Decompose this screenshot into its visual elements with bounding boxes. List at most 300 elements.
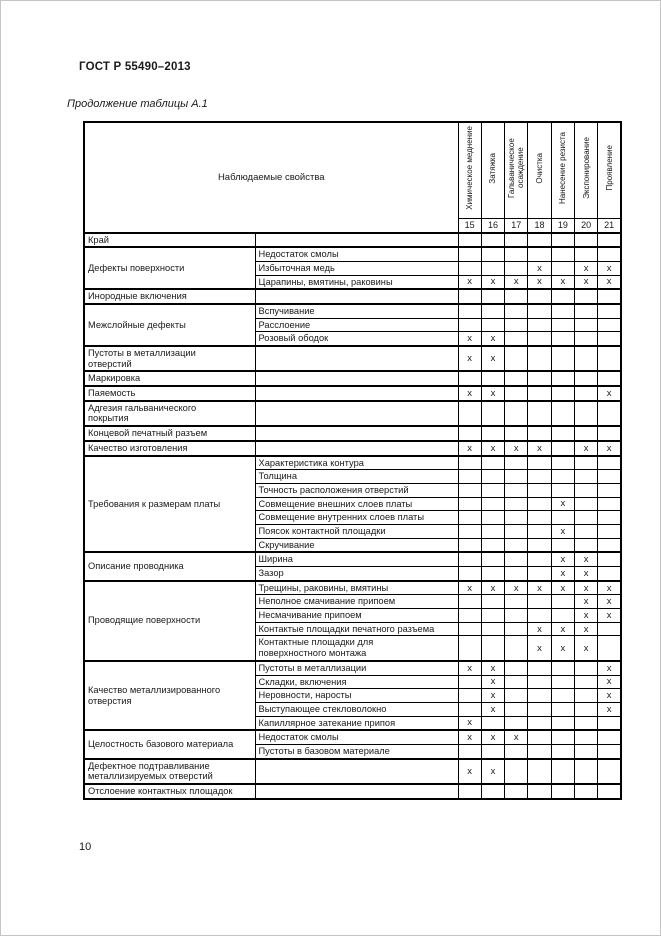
column-number-17: 17: [505, 219, 528, 233]
mark-cell-col15: [458, 497, 481, 511]
mark-cell-col20: x: [574, 441, 597, 456]
table-row: [84, 247, 621, 261]
mark-cell-col18: [528, 426, 551, 441]
mark-cell-col17: [505, 567, 528, 581]
property-sub-cell: Ширина: [255, 552, 458, 566]
mark-cell-col15: [458, 636, 481, 661]
column-header-label: Химическое меднение: [465, 126, 475, 210]
property-sub-cell: Пустоты в металлизации: [255, 661, 458, 675]
mark-cell-col19: x: [551, 581, 574, 595]
table-row: [84, 441, 621, 456]
mark-cell-col15: [458, 470, 481, 484]
column-number-21: 21: [598, 219, 621, 233]
mark-cell-col20: [574, 371, 597, 386]
mark-cell-col19: [551, 538, 574, 552]
mark-cell-col16: [481, 511, 504, 525]
mark-cell-col21: [598, 784, 621, 799]
mark-cell-col17: [505, 524, 528, 538]
mark-cell-col19: [551, 483, 574, 497]
mark-cell-col18: x: [528, 261, 551, 275]
mark-cell-col20: x: [574, 581, 597, 595]
mark-cell-col17: x: [505, 730, 528, 744]
mark-cell-col17: [505, 386, 528, 401]
mark-cell-col17: [505, 483, 528, 497]
mark-cell-col17: [505, 744, 528, 758]
column-header-label: Нанесение резиста: [558, 132, 568, 204]
mark-cell-col15: [458, 247, 481, 261]
mark-cell-col17: [505, 511, 528, 525]
mark-cell-col21: [598, 497, 621, 511]
mark-cell-col17: [505, 675, 528, 689]
mark-cell-col15: [458, 702, 481, 716]
table-row: [84, 346, 621, 371]
property-sub-cell: Характеристика контура: [255, 456, 458, 470]
mark-cell-col20: [574, 346, 597, 371]
mark-cell-col16: [481, 233, 504, 248]
mark-cell-col17: [505, 332, 528, 346]
mark-cell-col21: [598, 318, 621, 332]
mark-cell-col20: [574, 247, 597, 261]
property-sub-cell: Капиллярное затекание припоя: [255, 716, 458, 730]
property-group-cell: Целостность базового материала: [84, 730, 255, 758]
mark-cell-col21: [598, 304, 621, 318]
mark-cell-col21: [598, 426, 621, 441]
mark-cell-col19: x: [551, 524, 574, 538]
mark-cell-col20: [574, 730, 597, 744]
column-header-21: [598, 122, 621, 219]
mark-cell-col21: x: [598, 595, 621, 609]
mark-cell-col16: x: [481, 689, 504, 703]
mark-cell-col18: [528, 332, 551, 346]
mark-cell-col19: [551, 233, 574, 248]
mark-cell-col16: [481, 289, 504, 304]
column-header-label: Очистка: [534, 152, 544, 184]
mark-cell-col19: x: [551, 636, 574, 661]
column-header-19: [551, 122, 574, 219]
mark-cell-col18: [528, 675, 551, 689]
property-sub-cell: [255, 401, 458, 426]
mark-cell-col19: [551, 689, 574, 703]
mark-cell-col18: [528, 567, 551, 581]
table-row: [84, 552, 621, 566]
mark-cell-col19: [551, 289, 574, 304]
mark-cell-col19: [551, 702, 574, 716]
mark-cell-col18: [528, 524, 551, 538]
mark-cell-col19: [551, 426, 574, 441]
mark-cell-col20: [574, 784, 597, 799]
property-sub-cell: Совмещение внешних слоев платы: [255, 497, 458, 511]
mark-cell-col19: x: [551, 552, 574, 566]
property-sub-cell: Недостаток смолы: [255, 247, 458, 261]
mark-cell-col20: x: [574, 622, 597, 636]
property-group-cell: Проводящие поверхности: [84, 581, 255, 661]
property-sub-cell: Складки, включения: [255, 675, 458, 689]
property-group-cell: Требования к размерам платы: [84, 456, 255, 553]
mark-cell-col20: [574, 511, 597, 525]
mark-cell-col16: [481, 538, 504, 552]
property-sub-cell: Трещины, раковины, вмятины: [255, 581, 458, 595]
mark-cell-col16: x: [481, 332, 504, 346]
mark-cell-col21: x: [598, 702, 621, 716]
property-group-cell: Край: [84, 233, 255, 248]
mark-cell-col20: x: [574, 595, 597, 609]
mark-cell-col21: x: [598, 261, 621, 275]
mark-cell-col17: [505, 661, 528, 675]
mark-cell-col20: [574, 661, 597, 675]
mark-cell-col18: [528, 511, 551, 525]
mark-cell-col21: x: [598, 275, 621, 289]
mark-cell-col19: [551, 511, 574, 525]
mark-cell-col15: [458, 784, 481, 799]
mark-cell-col16: x: [481, 581, 504, 595]
mark-cell-col20: [574, 233, 597, 248]
mark-cell-col15: [458, 483, 481, 497]
property-sub-cell: Совмещение внутренних слоев платы: [255, 511, 458, 525]
mark-cell-col20: [574, 332, 597, 346]
mark-cell-col18: x: [528, 581, 551, 595]
mark-cell-col16: x: [481, 346, 504, 371]
mark-cell-col15: x: [458, 581, 481, 595]
mark-cell-col16: [481, 744, 504, 758]
mark-cell-col21: [598, 538, 621, 552]
mark-cell-col15: [458, 744, 481, 758]
mark-cell-col18: [528, 744, 551, 758]
property-group-cell: Отслоение контактных площадок: [84, 784, 255, 799]
mark-cell-col18: [528, 552, 551, 566]
property-sub-cell: [255, 371, 458, 386]
mark-cell-col21: [598, 716, 621, 730]
column-number-20: 20: [574, 219, 597, 233]
mark-cell-col18: [528, 759, 551, 784]
mark-cell-col19: [551, 470, 574, 484]
mark-cell-col18: [528, 730, 551, 744]
properties-table: [83, 121, 622, 800]
mark-cell-col16: x: [481, 759, 504, 784]
table-row: [84, 304, 621, 318]
mark-cell-col17: [505, 371, 528, 386]
table-row: [84, 730, 621, 744]
mark-cell-col19: [551, 675, 574, 689]
mark-cell-col20: [574, 689, 597, 703]
mark-cell-col15: x: [458, 759, 481, 784]
column-number-19: 19: [551, 219, 574, 233]
table-caption: Продолжение таблицы А.1: [67, 98, 208, 110]
mark-cell-col16: [481, 401, 504, 426]
property-sub-cell: Царапины, вмятины, раковины: [255, 275, 458, 289]
mark-cell-col20: [574, 716, 597, 730]
mark-cell-col19: [551, 716, 574, 730]
mark-cell-col19: [551, 386, 574, 401]
property-sub-cell: Контактые площадки печатного разъема: [255, 622, 458, 636]
property-group-cell: Пустоты в металлизации отверстий: [84, 346, 255, 371]
mark-cell-col15: [458, 426, 481, 441]
property-sub-cell: Контактные площадки для поверхностного монтажа: [255, 636, 458, 661]
mark-cell-col16: [481, 426, 504, 441]
column-header-label: Гальваническое осаждение: [507, 138, 526, 198]
property-sub-cell: Вспучивание: [255, 304, 458, 318]
mark-cell-col16: x: [481, 730, 504, 744]
mark-cell-col20: [574, 483, 597, 497]
mark-cell-col18: [528, 497, 551, 511]
mark-cell-col21: x: [598, 675, 621, 689]
mark-cell-col20: [574, 426, 597, 441]
mark-cell-col17: x: [505, 581, 528, 595]
table-row: [84, 661, 621, 675]
mark-cell-col19: x: [551, 567, 574, 581]
mark-cell-col21: x: [598, 386, 621, 401]
mark-cell-col18: [528, 483, 551, 497]
mark-cell-col17: x: [505, 441, 528, 456]
property-group-cell: Межслойные дефекты: [84, 304, 255, 346]
mark-cell-col16: x: [481, 441, 504, 456]
mark-cell-col20: [574, 675, 597, 689]
mark-cell-col20: [574, 759, 597, 784]
mark-cell-col19: [551, 784, 574, 799]
column-header-15: [458, 122, 481, 219]
mark-cell-col15: [458, 675, 481, 689]
property-group-cell: Паяемость: [84, 386, 255, 401]
mark-cell-col20: x: [574, 261, 597, 275]
property-sub-cell: Поясок контактной площадки: [255, 524, 458, 538]
column-header-17: [505, 122, 528, 219]
column-number-16: 16: [481, 219, 504, 233]
mark-cell-col15: [458, 609, 481, 623]
mark-cell-col15: [458, 233, 481, 248]
property-group-cell: Описание проводника: [84, 552, 255, 580]
table-header: [84, 122, 621, 233]
mark-cell-col20: [574, 470, 597, 484]
mark-cell-col15: [458, 456, 481, 470]
mark-cell-col18: [528, 661, 551, 675]
mark-cell-col15: x: [458, 716, 481, 730]
mark-cell-col16: x: [481, 386, 504, 401]
mark-cell-col15: [458, 511, 481, 525]
mark-cell-col16: [481, 261, 504, 275]
mark-cell-col17: [505, 247, 528, 261]
mark-cell-col15: x: [458, 730, 481, 744]
mark-cell-col18: [528, 304, 551, 318]
column-header-label: Затяжка: [488, 152, 498, 184]
mark-cell-col15: x: [458, 386, 481, 401]
property-sub-cell: Розовый ободок: [255, 332, 458, 346]
property-sub-cell: Толщина: [255, 470, 458, 484]
mark-cell-col18: x: [528, 275, 551, 289]
property-sub-cell: Пустоты в базовом материале: [255, 744, 458, 758]
mark-cell-col17: [505, 622, 528, 636]
property-sub-cell: Несмачивание припоем: [255, 609, 458, 623]
mark-cell-col16: [481, 524, 504, 538]
mark-cell-col20: [574, 304, 597, 318]
page-number: 10: [79, 841, 92, 853]
mark-cell-col19: [551, 261, 574, 275]
mark-cell-col20: [574, 744, 597, 758]
property-sub-cell: Недостаток смолы: [255, 730, 458, 744]
mark-cell-col16: [481, 456, 504, 470]
mark-cell-col18: [528, 289, 551, 304]
mark-cell-col21: [598, 552, 621, 566]
mark-cell-col17: [505, 470, 528, 484]
mark-cell-col21: x: [598, 661, 621, 675]
property-sub-cell: Неровности, наросты: [255, 689, 458, 703]
mark-cell-col21: [598, 744, 621, 758]
mark-cell-col17: [505, 636, 528, 661]
mark-cell-col15: [458, 318, 481, 332]
mark-cell-col18: [528, 386, 551, 401]
mark-cell-col19: [551, 730, 574, 744]
mark-cell-col17: x: [505, 275, 528, 289]
mark-cell-col17: [505, 702, 528, 716]
mark-cell-col20: x: [574, 567, 597, 581]
mark-cell-col21: [598, 289, 621, 304]
mark-cell-col19: [551, 371, 574, 386]
column-number-15: 15: [458, 219, 481, 233]
mark-cell-col20: [574, 538, 597, 552]
mark-cell-col17: [505, 261, 528, 275]
mark-cell-col17: [505, 552, 528, 566]
mark-cell-col20: [574, 524, 597, 538]
property-sub-cell: [255, 346, 458, 371]
mark-cell-col19: x: [551, 275, 574, 289]
mark-cell-col17: [505, 689, 528, 703]
mark-cell-col16: [481, 622, 504, 636]
mark-cell-col16: [481, 470, 504, 484]
column-header-18: [528, 122, 551, 219]
mark-cell-col17: [505, 289, 528, 304]
mark-cell-col15: [458, 622, 481, 636]
property-sub-cell: [255, 233, 458, 248]
mark-cell-col16: x: [481, 661, 504, 675]
mark-cell-col21: [598, 567, 621, 581]
property-sub-cell: [255, 784, 458, 799]
mark-cell-col17: [505, 401, 528, 426]
table-row: [84, 426, 621, 441]
property-group-cell: Дефекты поверхности: [84, 247, 255, 289]
mark-cell-col21: [598, 483, 621, 497]
mark-cell-col19: [551, 595, 574, 609]
mark-cell-col16: [481, 483, 504, 497]
mark-cell-col21: [598, 511, 621, 525]
table-row: [84, 386, 621, 401]
mark-cell-col17: [505, 595, 528, 609]
mark-cell-col21: [598, 247, 621, 261]
mark-cell-col19: [551, 247, 574, 261]
mark-cell-col21: [598, 622, 621, 636]
mark-cell-col20: x: [574, 275, 597, 289]
mark-cell-col19: [551, 332, 574, 346]
mark-cell-col16: [481, 371, 504, 386]
column-header-label: Проявление: [604, 145, 614, 191]
table-row: [84, 784, 621, 799]
mark-cell-col15: x: [458, 275, 481, 289]
table-row: [84, 401, 621, 426]
mark-cell-col15: x: [458, 441, 481, 456]
mark-cell-col16: [481, 636, 504, 661]
mark-cell-col20: [574, 702, 597, 716]
mark-cell-col18: [528, 716, 551, 730]
mark-cell-col15: [458, 261, 481, 275]
mark-cell-col18: x: [528, 622, 551, 636]
mark-cell-col17: [505, 609, 528, 623]
mark-cell-col18: [528, 318, 551, 332]
mark-cell-col19: [551, 759, 574, 784]
mark-cell-col16: [481, 567, 504, 581]
mark-cell-col21: [598, 332, 621, 346]
mark-cell-col16: [481, 318, 504, 332]
mark-cell-col16: x: [481, 675, 504, 689]
mark-cell-col21: x: [598, 581, 621, 595]
mark-cell-col21: [598, 401, 621, 426]
table-row: [84, 371, 621, 386]
mark-cell-col16: [481, 304, 504, 318]
mark-cell-col16: [481, 497, 504, 511]
mark-cell-col18: [528, 247, 551, 261]
mark-cell-col15: [458, 304, 481, 318]
mark-cell-col21: [598, 346, 621, 371]
mark-cell-col20: [574, 318, 597, 332]
mark-cell-col20: x: [574, 609, 597, 623]
property-sub-cell: Скручивание: [255, 538, 458, 552]
mark-cell-col18: [528, 595, 551, 609]
property-sub-cell: [255, 289, 458, 304]
mark-cell-col16: [481, 247, 504, 261]
column-header-16: [481, 122, 504, 219]
mark-cell-col21: [598, 730, 621, 744]
table-row: [84, 581, 621, 595]
property-sub-cell: Избыточная медь: [255, 261, 458, 275]
mark-cell-col15: x: [458, 346, 481, 371]
property-sub-cell: Выступающее стекловолокно: [255, 702, 458, 716]
mark-cell-col17: [505, 426, 528, 441]
mark-cell-col16: [481, 595, 504, 609]
table-row: [84, 289, 621, 304]
mark-cell-col21: x: [598, 609, 621, 623]
table-row: [84, 759, 621, 784]
mark-cell-col21: [598, 636, 621, 661]
mark-cell-col17: [505, 456, 528, 470]
mark-cell-col15: x: [458, 332, 481, 346]
mark-cell-col17: [505, 784, 528, 799]
mark-cell-col19: x: [551, 622, 574, 636]
table-row: [84, 456, 621, 470]
mark-cell-col19: [551, 661, 574, 675]
mark-cell-col18: [528, 702, 551, 716]
mark-cell-col21: [598, 456, 621, 470]
mark-cell-col18: [528, 470, 551, 484]
mark-cell-col20: [574, 456, 597, 470]
properties-header-cell: Наблюдаемые свойства: [84, 122, 458, 233]
property-group-cell: Качество металлизированного отверстия: [84, 661, 255, 730]
mark-cell-col15: [458, 552, 481, 566]
mark-cell-col16: [481, 609, 504, 623]
mark-cell-col15: [458, 524, 481, 538]
mark-cell-col15: x: [458, 661, 481, 675]
mark-cell-col15: [458, 289, 481, 304]
mark-cell-col17: [505, 497, 528, 511]
mark-cell-col19: [551, 346, 574, 371]
property-group-cell: Концевой печатный разъем: [84, 426, 255, 441]
mark-cell-col20: [574, 401, 597, 426]
mark-cell-col18: [528, 456, 551, 470]
mark-cell-col16: x: [481, 702, 504, 716]
mark-cell-col17: [505, 346, 528, 371]
mark-cell-col19: [551, 609, 574, 623]
mark-cell-col18: [528, 609, 551, 623]
property-sub-cell: [255, 386, 458, 401]
mark-cell-col15: [458, 371, 481, 386]
mark-cell-col21: [598, 371, 621, 386]
property-group-cell: Качество изготовления: [84, 441, 255, 456]
mark-cell-col18: x: [528, 441, 551, 456]
